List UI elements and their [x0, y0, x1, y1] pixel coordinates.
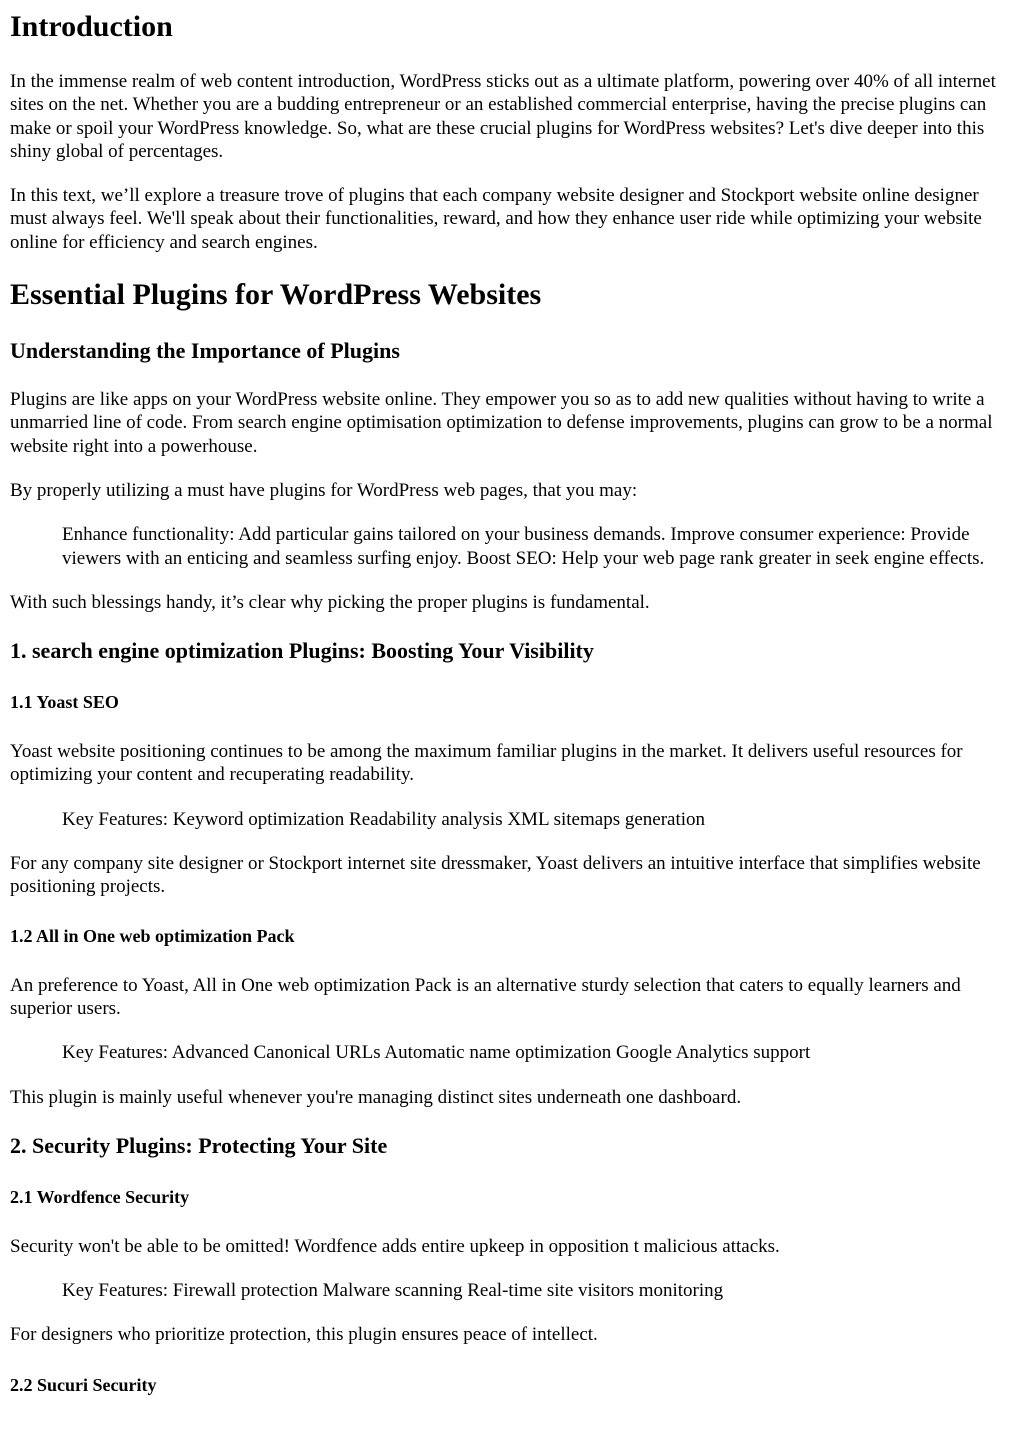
importance-paragraph-3: With such blessings handy, it’s clear why picking the proper plugins is fundamental. [10, 591, 650, 613]
importance-heading: Understanding the Importance of Plugins [10, 338, 400, 364]
benefits-quote: Enhance functionality: Add particular gains tailored on your business demands. Improve consumer experience: Provide viewers with an enticing and seamless surfing enjoy. Boost SEO: Help your web page rank greater in seek engine effects. [62, 524, 985, 569]
yoast-paragraph-1: Yoast website positioning continues to be among the maximum familiar plugins in the market. It delivers useful resources for optimizing your content and recuperating readability. [10, 741, 963, 786]
security-plugins-heading: 2. Security Plugins: Protecting Your Site [10, 1132, 388, 1158]
yoast-paragraph-2: For any company site designer or Stockport internet site dressmaker, Yoast delivers an intuitive interface that simplifies website positioning projects. [10, 853, 981, 898]
aioseo-heading: 1.2 All in One web optimization Pack [10, 925, 295, 946]
intro-paragraph-2: In this text, we’ll explore a treasure trove of plugins that each company website designer and Stockport website online designer must always feel. We'll speak about their functionalities, reward, and how they enhance user ride while optimizing your website online for efficiency and search engines. [10, 185, 982, 253]
aioseo-features-quote: Key Features: Advanced Canonical URLs Automatic name optimization Google Analytics support [62, 1042, 811, 1064]
aioseo-paragraph-2: This plugin is mainly useful whenever you're managing distinct sites underneath one dashboard. [10, 1086, 742, 1108]
wordfence-heading: 2.1 Wordfence Security [10, 1186, 190, 1207]
essential-plugins-heading: Essential Plugins for WordPress Websites [10, 278, 542, 312]
wordfence-paragraph-2: For designers who prioritize protection, this plugin ensures peace of intellect. [10, 1324, 598, 1346]
introduction-heading: Introduction [10, 10, 173, 43]
sucuri-heading: 2.2 Sucuri Security [10, 1374, 157, 1395]
importance-paragraph-2: By properly utilizing a must have plugins for WordPress web pages, that you may: [10, 479, 638, 501]
wordfence-paragraph-1: Security won't be able to be omitted! Wordfence adds entire upkeep in opposition t malicious attacks. [10, 1235, 780, 1257]
article [0, 10, 1024, 1396]
importance-paragraph-1: Plugins are like apps on your WordPress website online. They empower you so as to add new qualities without having to write a unmarried line of code. From search engine optimisation optimization to defense improvements, plugins can grow to be a normal website right into a powerhouse. [10, 389, 993, 457]
aioseo-paragraph-1: An preference to Yoast, All in One web optimization Pack is an alternative sturdy selection that caters to equally learners and superior users. [10, 974, 961, 1019]
yoast-heading: 1.1 Yoast SEO [10, 692, 119, 713]
seo-plugins-heading: 1. search engine optimization Plugins: Boosting Your Visibility [10, 638, 594, 664]
intro-paragraph-1: In the immense realm of web content introduction, WordPress sticks out as a ultimate platform, powering over 40% of all internet sites on the net. Whether you are a budding entrepreneur or an established commercial enterprise, having the precise plugins can make or spoil your WordPress knowledge. So, what are these crucial plugins for WordPress websites? Let's dive deeper into this shiny global of percentages. [10, 71, 996, 162]
yoast-features-quote: Key Features: Keyword optimization Readability analysis XML sitemaps generation [62, 808, 706, 830]
wordfence-features-quote: Key Features: Firewall protection Malware scanning Real-time site visitors monitoring [62, 1280, 724, 1302]
